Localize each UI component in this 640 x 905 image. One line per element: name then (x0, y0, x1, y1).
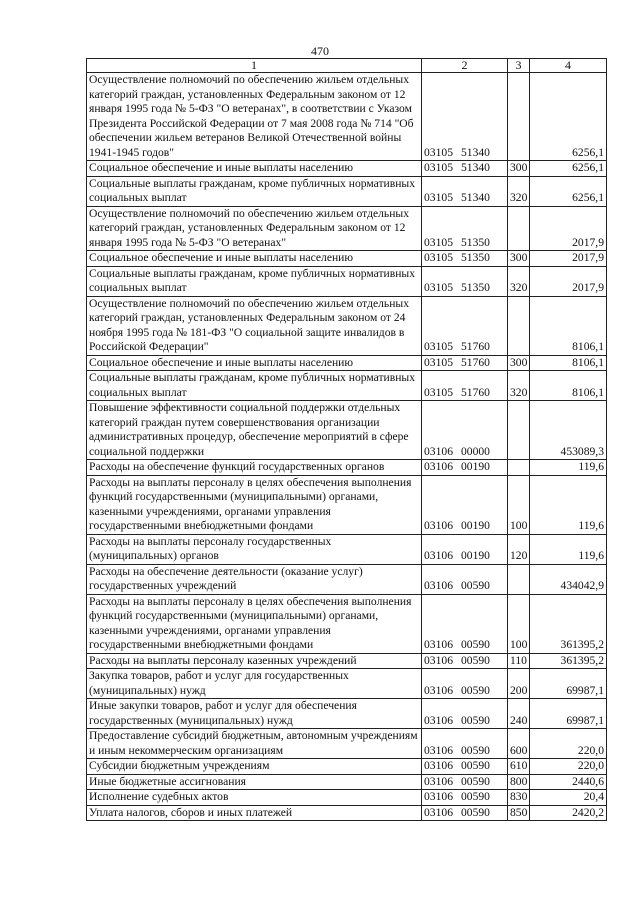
row-name: Расходы на выплаты персоналу в целях обеспечения выполнения функций государственными (муниципальными) органами, казенными учреждениями, органами управления государственными внебюджетными фондами (87, 594, 422, 653)
row-expense-type: 320 (508, 176, 530, 206)
row-amount: 119,6 (530, 460, 607, 476)
row-amount: 69987,1 (530, 669, 607, 699)
table-row (87, 460, 607, 476)
row-name: Социальное обеспечение и иные выплаты населению (87, 355, 422, 371)
row-code-direction: 51340 (460, 145, 490, 159)
row-amount: 2017,9 (530, 206, 607, 251)
row-code-direction: 51340 (460, 191, 490, 204)
row-name: Закупка товаров, работ и услуг для государственных (муниципальных) нужд (87, 669, 422, 699)
row-code-program: 03106 (424, 805, 453, 819)
table-row (87, 296, 607, 355)
row-expense-type: 300 (508, 355, 530, 371)
row-expense-type (508, 460, 530, 476)
row-code (422, 73, 508, 161)
row-code-direction: 00590 (460, 743, 490, 757)
row-name: Социальное обеспечение и иные выплаты населению (87, 161, 422, 177)
row-expense-type: 300 (508, 251, 530, 267)
row-amount: 69987,1 (530, 699, 607, 729)
row-name: Повышение эффективности социальной поддержки отдельных категорий граждан путем совершенствования организации административных процедур, обеспечение мероприятий в сфере социальной поддержки (87, 401, 422, 460)
row-code (422, 774, 508, 790)
row-code-program: 03106 (424, 790, 453, 803)
row-code-direction: 00590 (460, 805, 490, 819)
row-code (422, 355, 508, 371)
row-code-program: 03105 (424, 161, 453, 174)
row-amount: 8106,1 (530, 371, 607, 401)
row-code (422, 699, 508, 729)
row-code-direction: 00590 (460, 579, 490, 592)
row-code-program: 03106 (424, 638, 453, 651)
row-amount: 2017,9 (530, 266, 607, 296)
row-code-direction: 00590 (460, 683, 490, 697)
row-code-direction: 00590 (460, 638, 490, 651)
row-code (422, 475, 508, 534)
column-header-3: 3 (508, 59, 530, 73)
row-code-direction: 00190 (460, 549, 490, 562)
row-name: Исполнение судебных актов (87, 790, 422, 806)
table-header-row (87, 59, 607, 73)
row-expense-type: 610 (508, 759, 530, 775)
row-amount: 434042,9 (530, 564, 607, 594)
row-expense-type: 800 (508, 774, 530, 790)
row-code-program: 03106 (424, 579, 453, 592)
row-amount: 20,4 (530, 790, 607, 806)
table-row (87, 669, 607, 699)
table-row (87, 206, 607, 251)
row-amount: 2017,9 (530, 251, 607, 267)
row-amount: 8106,1 (530, 296, 607, 355)
row-code-program: 03106 (424, 549, 453, 562)
row-code-program: 03105 (424, 235, 453, 249)
table-row (87, 534, 607, 564)
row-expense-type: 320 (508, 266, 530, 296)
table-row (87, 790, 607, 806)
row-code-program: 03106 (424, 444, 453, 458)
row-expense-type: 600 (508, 729, 530, 759)
row-code-program: 03106 (424, 774, 453, 788)
row-name: Предоставление субсидий бюджетным, автономным учреждениям и иным некоммерческим организациям (87, 729, 422, 759)
row-amount: 119,6 (530, 475, 607, 534)
table-row (87, 73, 607, 161)
table-row (87, 176, 607, 206)
table-row (87, 161, 607, 177)
row-code (422, 669, 508, 699)
row-expense-type: 100 (508, 475, 530, 534)
row-code (422, 161, 508, 177)
row-expense-type: 850 (508, 805, 530, 821)
row-code (422, 790, 508, 806)
table-row (87, 355, 607, 371)
row-code-program: 03105 (424, 385, 453, 399)
row-expense-type: 830 (508, 790, 530, 806)
row-code (422, 296, 508, 355)
row-name: Осуществление полномочий по обеспечению жильем отдельных категорий граждан, установленных Федеральным законом от 12 января 1995 года № 5-ФЗ "О ветеранах" (87, 206, 422, 251)
row-code-program: 03106 (424, 713, 453, 727)
row-expense-type: 110 (508, 653, 530, 669)
row-code (422, 534, 508, 564)
row-code (422, 564, 508, 594)
row-amount: 6256,1 (530, 176, 607, 206)
row-code-direction: 00590 (460, 790, 490, 803)
table-row (87, 266, 607, 296)
row-name: Осуществление полномочий по обеспечению жильем отдельных категорий граждан, установленных Федеральным законом от 12 января 1995 года № 5-ФЗ "О ветеранах", в соответствии с Указом Президента Российской Федерации от 7 мая 2008 года № 714 "Об обеспечении жильем ветеранов Великой Отечественной войны 1941-1945 годов" (87, 73, 422, 161)
table-row (87, 729, 607, 759)
row-code-program: 03106 (424, 519, 453, 532)
row-expense-type (508, 564, 530, 594)
row-name: Социальные выплаты гражданам, кроме публичных нормативных социальных выплат (87, 266, 422, 296)
row-code-program: 03106 (424, 683, 453, 697)
row-code-direction: 51350 (460, 235, 490, 249)
row-code-program: 03105 (424, 145, 453, 159)
row-amount: 220,0 (530, 729, 607, 759)
row-expense-type (508, 206, 530, 251)
row-code-direction: 51350 (460, 281, 490, 294)
page-number: 470 (311, 44, 329, 58)
row-name: Уплата налогов, сборов и иных платежей (87, 805, 422, 821)
row-amount: 453089,3 (530, 401, 607, 460)
row-code-direction: 00000 (460, 444, 490, 458)
row-amount: 361395,2 (530, 594, 607, 653)
table-row (87, 805, 607, 821)
row-name: Осуществление полномочий по обеспечению жильем отдельных категорий граждан, установленных Федеральным законом от 24 ноября 1995 года № 181-ФЗ "О социальной защите инвалидов в Российской Федерации" (87, 296, 422, 355)
row-name: Расходы на обеспечение функций государственных органов (87, 460, 422, 476)
table-row (87, 699, 607, 729)
row-amount: 2440,6 (530, 774, 607, 790)
row-code-direction: 51340 (460, 161, 490, 174)
row-code-program: 03105 (424, 191, 453, 204)
table-row (87, 653, 607, 669)
row-code-direction: 00190 (460, 519, 490, 532)
row-code (422, 759, 508, 775)
row-name: Иные бюджетные ассигнования (87, 774, 422, 790)
column-header-2: 2 (422, 59, 508, 73)
table-row (87, 759, 607, 775)
row-name: Расходы на обеспечение деятельности (оказание услуг) государственных учреждений (87, 564, 422, 594)
table-row (87, 594, 607, 653)
row-expense-type: 300 (508, 161, 530, 177)
row-code-program: 03106 (424, 759, 453, 772)
row-code-direction: 00590 (460, 653, 490, 667)
row-name: Расходы на выплаты персоналу казенных учреждений (87, 653, 422, 669)
row-code-direction: 00590 (460, 713, 490, 727)
row-expense-type (508, 296, 530, 355)
row-code-direction: 51760 (460, 385, 490, 399)
row-code (422, 653, 508, 669)
row-code (422, 401, 508, 460)
row-code-direction: 00590 (460, 759, 490, 772)
table-row (87, 774, 607, 790)
table-row (87, 475, 607, 534)
row-code-program: 03105 (424, 340, 453, 353)
row-name: Расходы на выплаты персоналу государственных (муниципальных) органов (87, 534, 422, 564)
row-expense-type: 200 (508, 669, 530, 699)
row-expense-type: 320 (508, 371, 530, 401)
row-code-program: 03106 (424, 743, 453, 757)
row-amount: 8106,1 (530, 355, 607, 371)
row-amount: 6256,1 (530, 161, 607, 177)
row-code (422, 729, 508, 759)
row-code (422, 460, 508, 476)
row-code (422, 805, 508, 821)
row-name: Субсидии бюджетным учреждениям (87, 759, 422, 775)
row-expense-type (508, 73, 530, 161)
row-code (422, 251, 508, 267)
row-amount: 119,6 (530, 534, 607, 564)
table-row (87, 564, 607, 594)
row-code-program: 03105 (424, 355, 453, 369)
budget-table (86, 58, 607, 821)
row-expense-type: 240 (508, 699, 530, 729)
column-header-4: 4 (530, 59, 607, 73)
row-expense-type (508, 401, 530, 460)
row-code-direction: 00190 (460, 460, 490, 473)
column-header-1: 1 (87, 59, 422, 73)
row-expense-type: 120 (508, 534, 530, 564)
row-code-direction: 51760 (460, 355, 490, 369)
row-name: Социальные выплаты гражданам, кроме публичных нормативных социальных выплат (87, 371, 422, 401)
row-amount: 361395,2 (530, 653, 607, 669)
table-row (87, 251, 607, 267)
row-amount: 220,0 (530, 759, 607, 775)
row-name: Социальное обеспечение и иные выплаты населению (87, 251, 422, 267)
row-code (422, 176, 508, 206)
table-row (87, 371, 607, 401)
row-code (422, 594, 508, 653)
row-amount: 2420,2 (530, 805, 607, 821)
row-code-program: 03105 (424, 251, 453, 264)
row-expense-type: 100 (508, 594, 530, 653)
row-code (422, 266, 508, 296)
row-code-program: 03105 (424, 281, 453, 294)
row-code-direction: 00590 (460, 774, 490, 788)
row-name: Расходы на выплаты персоналу в целях обеспечения выполнения функций государственными (муниципальными) органами, казенными учреждениями, органами управления государственными внебюджетными фондами (87, 475, 422, 534)
row-amount: 6256,1 (530, 73, 607, 161)
row-code-program: 03106 (424, 653, 453, 667)
table-row (87, 401, 607, 460)
row-code (422, 206, 508, 251)
row-code-program: 03106 (424, 460, 453, 473)
row-name: Иные закупки товаров, работ и услуг для обеспечения государственных (муниципальных) нужд (87, 699, 422, 729)
row-code-direction: 51350 (460, 251, 490, 264)
row-code-direction: 51760 (460, 340, 490, 353)
row-name: Социальные выплаты гражданам, кроме публичных нормативных социальных выплат (87, 176, 422, 206)
row-code (422, 371, 508, 401)
